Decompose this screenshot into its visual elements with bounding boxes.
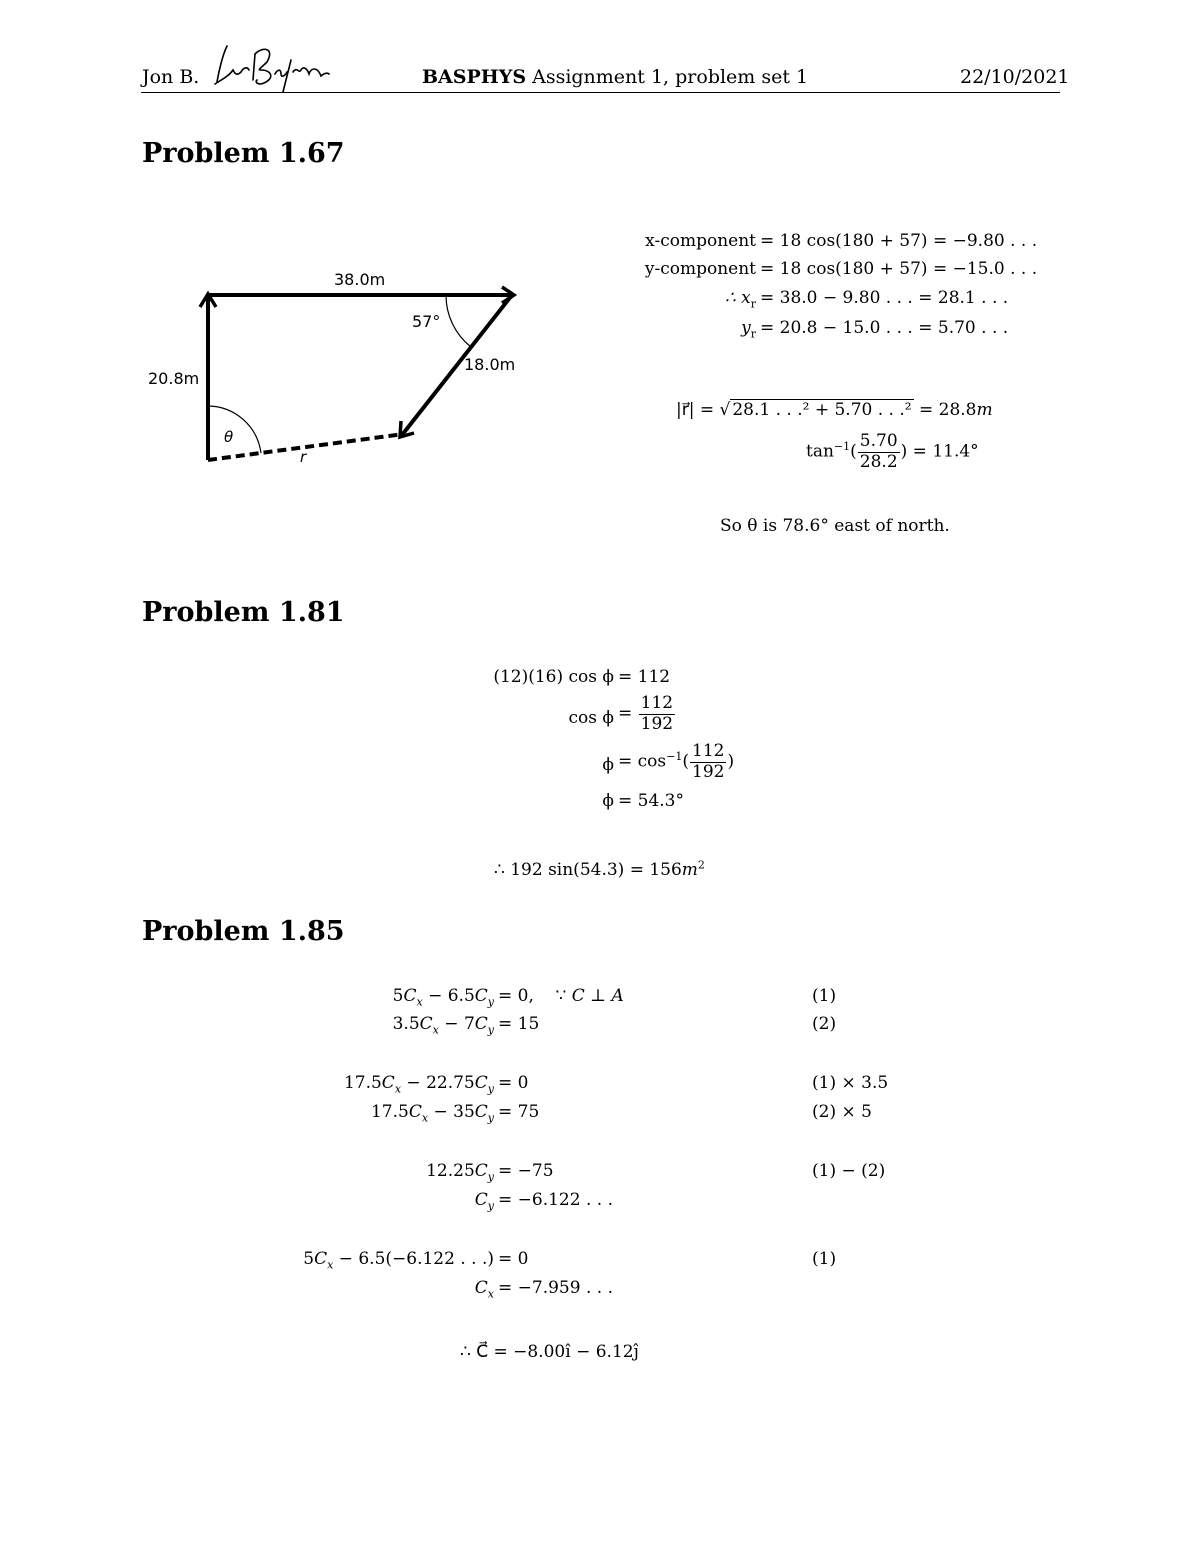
label-18-0: 18.0m <box>464 355 516 374</box>
label-38-0: 38.0m <box>334 270 386 289</box>
eq181-final: ∴ 192 $\sin(54.3) = 156m^2$ <box>494 858 705 880</box>
eq-magnitude: |r⃗| = √ 28.1 . . .² + 5.70 . . .² = 28.8m <box>676 400 993 420</box>
eq181-3-lhs: ϕ <box>602 755 614 775</box>
date: 22/10/2021 <box>960 66 1070 88</box>
header-rule <box>141 92 1060 93</box>
eq185-row-4-tag: (2) × 5 <box>812 1102 872 1122</box>
eq185-row-5-tag: (1) − (2) <box>812 1161 886 1181</box>
eq-x-component-lhs: x-component <box>645 231 756 251</box>
eq185-row-8-rhs: = −7.959 . . . <box>498 1278 613 1298</box>
eq185-row-8-lhs: $C_x$ <box>474 1278 494 1301</box>
eq181-3-rhs: = $\cos^{-1}$( $\frac{112}{192}$ ) <box>618 741 735 782</box>
label-57-deg: 57° <box>412 312 441 331</box>
eq185-row-3-rhs: = 0 <box>498 1073 529 1093</box>
eq185-row-5-rhs: = −75 <box>498 1161 554 1181</box>
heading-problem-1-67: Problem 1.67 <box>142 138 345 169</box>
heading-problem-1-81: Problem 1.81 <box>142 597 345 628</box>
theta-arc <box>208 406 261 453</box>
eq185-row-1-lhs: $5C_x - 6.5C_y$ <box>392 986 494 1009</box>
label-20-8: 20.8m <box>148 369 200 388</box>
label-r: r <box>300 448 307 466</box>
eq185-final: ∴ C⃗ = −8.00î − 6.12ĵ <box>460 1342 639 1362</box>
eq185-row-3-lhs: $17.5C_x - 22.75C_y$ <box>343 1073 494 1096</box>
eq-y-component-lhs: y-component <box>644 259 756 279</box>
assignment-title: Assignment 1, problem set 1 <box>532 66 809 88</box>
eq185-row-4-rhs: = 75 <box>498 1102 540 1122</box>
eq185-row-3-tag: (1) × 3.5 <box>812 1073 889 1093</box>
vector-diagram <box>140 265 540 480</box>
conclusion-theta: So θ is 78.6° east of north. <box>720 516 950 536</box>
eq185-row-1-tag: (1) <box>812 986 837 1006</box>
eq181-2-lhs: cos ϕ <box>568 708 614 728</box>
heading-problem-1-85: Problem 1.85 <box>142 916 345 947</box>
author-name: Jon B. <box>142 66 200 88</box>
eq185-row-6-lhs: $C_y$ <box>474 1190 494 1213</box>
angle-57-arc <box>446 295 471 347</box>
eq185-row-7-tag: (1) <box>812 1249 837 1269</box>
eq-yr-lhs: $y_r$ <box>741 318 756 341</box>
course-code: BASPHYS <box>422 66 527 88</box>
eq185-row-6-rhs: = −6.122 . . . <box>498 1190 613 1210</box>
eq-x-component-rhs: = 18 cos(180 + 57) = −9.80 . . . <box>760 231 1038 251</box>
eq181-2-rhs: = $\frac{112}{192}$ <box>618 693 674 734</box>
eq185-row-1-rhs: = 0, ∵ C ⊥ A <box>498 986 624 1006</box>
eq-yr-rhs: = 20.8 − 15.0 . . . = 5.70 . . . <box>760 318 1009 338</box>
eq185-row-2-rhs: = 15 <box>498 1014 540 1034</box>
eq-y-component-rhs: = 18 cos(180 + 57) = −15.0 . . . <box>760 259 1038 279</box>
eq-xr-rhs: = 38.0 − 9.80 . . . = 28.1 . . . <box>760 288 1009 308</box>
eq185-row-7-rhs: = 0 <box>498 1249 529 1269</box>
eq181-4-rhs: = 54.3° <box>618 791 684 811</box>
signature-icon <box>205 40 335 92</box>
eq181-1-rhs: = 112 <box>618 667 671 687</box>
course-title <box>422 66 808 88</box>
eq-tan: $\tan^{-1}$( $\frac{5.70}{28.2}$ ) = 11.4° <box>806 431 979 472</box>
eq185-row-7-lhs: $5C_x - 6.5(-6.122$ . . .) <box>303 1249 494 1272</box>
eq181-4-lhs: ϕ <box>602 791 614 811</box>
eq185-row-5-lhs: $12.25C_y$ <box>426 1161 494 1184</box>
eq181-1-lhs: (12)(16) cos ϕ <box>493 667 614 687</box>
eq185-row-2-lhs: $3.5C_x - 7C_y$ <box>392 1014 494 1037</box>
eq185-row-4-lhs: $17.5C_x - 35C_y$ <box>370 1102 494 1125</box>
eq185-row-2-tag: (2) <box>812 1014 837 1034</box>
eq-xr-lhs: ∴ $x_r$ <box>724 288 756 311</box>
label-theta: θ <box>224 428 234 446</box>
